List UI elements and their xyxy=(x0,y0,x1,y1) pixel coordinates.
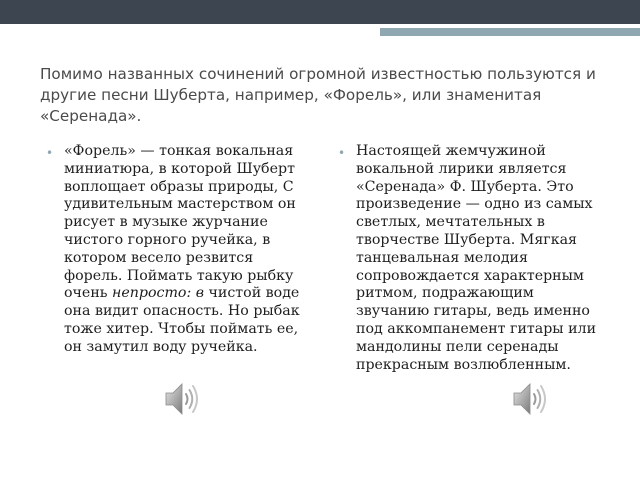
trout-text-end: чистой воде она видит опасность. Но рыбак тоже хитер. Чтобы поймать ее, он замутил воду ручейка. xyxy=(64,285,300,355)
speaker-icon[interactable] xyxy=(164,380,198,418)
speaker-icon[interactable] xyxy=(512,380,546,418)
trout-text-start: «Форель» — тонкая вокальная миниатюра, в которой Шуберт воплощает образы природы, С удивительным мастерством он рисует в музыке журчание чистого горного ручейка, в котором весело резвится форель. Поймать такую рыбку очень xyxy=(64,143,296,302)
trout-paragraph xyxy=(64,143,306,357)
intro-paragraph: Помимо названных сочинений огромной известностью пользуются и другие песни Шуберта, например, «Форель», или знаменитая «Серенада». xyxy=(40,65,596,126)
top-bar xyxy=(0,0,640,24)
bullet-left: • xyxy=(46,146,54,160)
trout-text-italic: непросто: в xyxy=(112,285,205,302)
accent-stripe-divider xyxy=(380,36,640,39)
serenade-paragraph: Настоящей жемчужиной вокальной лирики является «Серенада» Ф. Шуберта. Это произведение — одно из самых светлых, мечтательных в творчестве Шуберта. Мягкая танцевальная мелодия сопровождается характерным ритмом, подражающим звучанию гитары, ведь именно под аккомпанемент гитары или мандолины пели серенады прекрасным возлюбленным. xyxy=(356,143,597,373)
bullet-right: • xyxy=(338,146,346,160)
